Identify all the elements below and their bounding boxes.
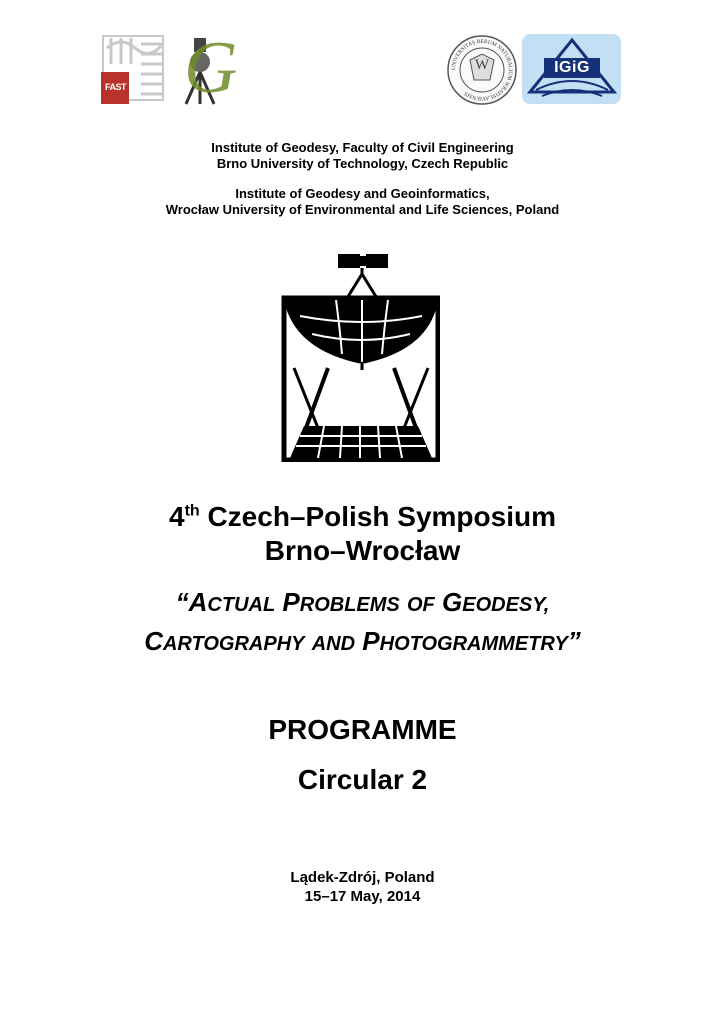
venue-dates: 15–17 May, 2014 [304, 888, 421, 905]
symposium-emblem-icon [280, 250, 440, 462]
symposium-ordinal-suffix: th [184, 502, 200, 520]
fast-logo-graphic [101, 34, 169, 104]
theme-w6: AND [311, 633, 356, 655]
igig-logo [522, 34, 621, 104]
fast-logo [101, 34, 169, 104]
symposium-ordinal: 4 [168, 501, 185, 532]
g-letter: G [184, 27, 238, 109]
affiliation-line-4: Wrocław University of Environmental and Life Sciences, Poland [165, 202, 560, 217]
theme-line-1 [0, 584, 725, 623]
venue-block [0, 868, 725, 906]
fast-label: FAST [104, 82, 126, 92]
seal-ring-text: UNIVERSITAS RERUM NATURALIUM WRATISLAVIENSIS [450, 38, 514, 102]
circular-label: Circular 2 [297, 764, 428, 795]
theme-w1-cap: A [188, 587, 208, 617]
symposium-title-rest: Czech–Polish Symposium [207, 501, 556, 532]
igig-label: IGiG [554, 59, 590, 76]
affiliation-line-2: Brno University of Technology, Czech Republic [216, 156, 509, 171]
theme-close-quote: ” [567, 626, 581, 656]
university-seal [446, 34, 518, 106]
symposium-theme [0, 584, 725, 662]
affiliation-line-3: Institute of Geodesy and Geoinformatics, [235, 186, 490, 201]
seal-center-letter: W [474, 57, 490, 73]
symposium-title [0, 500, 725, 534]
theme-w7-rest: HOTOGRAMMETRY [379, 633, 568, 655]
theme-w4-rest: EODESY, [462, 594, 550, 616]
programme-heading: PROGRAMME [268, 714, 457, 745]
theme-w2-cap: P [282, 587, 300, 617]
theme-line-2 [0, 623, 725, 662]
theme-w3: OF [407, 594, 435, 616]
theme-w5-rest: ARTOGRAPHY [162, 633, 305, 655]
venue-place: Lądek-Zdrój, Poland [290, 869, 435, 886]
theme-w7-cap: P [362, 626, 380, 656]
theme-w5-cap: C [144, 626, 163, 656]
affiliation-wroclaw [0, 186, 725, 218]
theme-w2-rest: ROBLEMS [299, 594, 400, 616]
affiliation-brno [0, 140, 725, 172]
affiliation-line-1: Institute of Geodesy, Faculty of Civil Engineering [211, 140, 514, 155]
theme-w4-cap: G [442, 587, 463, 617]
symposium-subtitle: Brno–Wrocław [264, 535, 461, 566]
g-logo [176, 27, 238, 109]
theme-w1-rest: CTUAL [207, 594, 276, 616]
theme-open-quote: “ [175, 587, 189, 617]
